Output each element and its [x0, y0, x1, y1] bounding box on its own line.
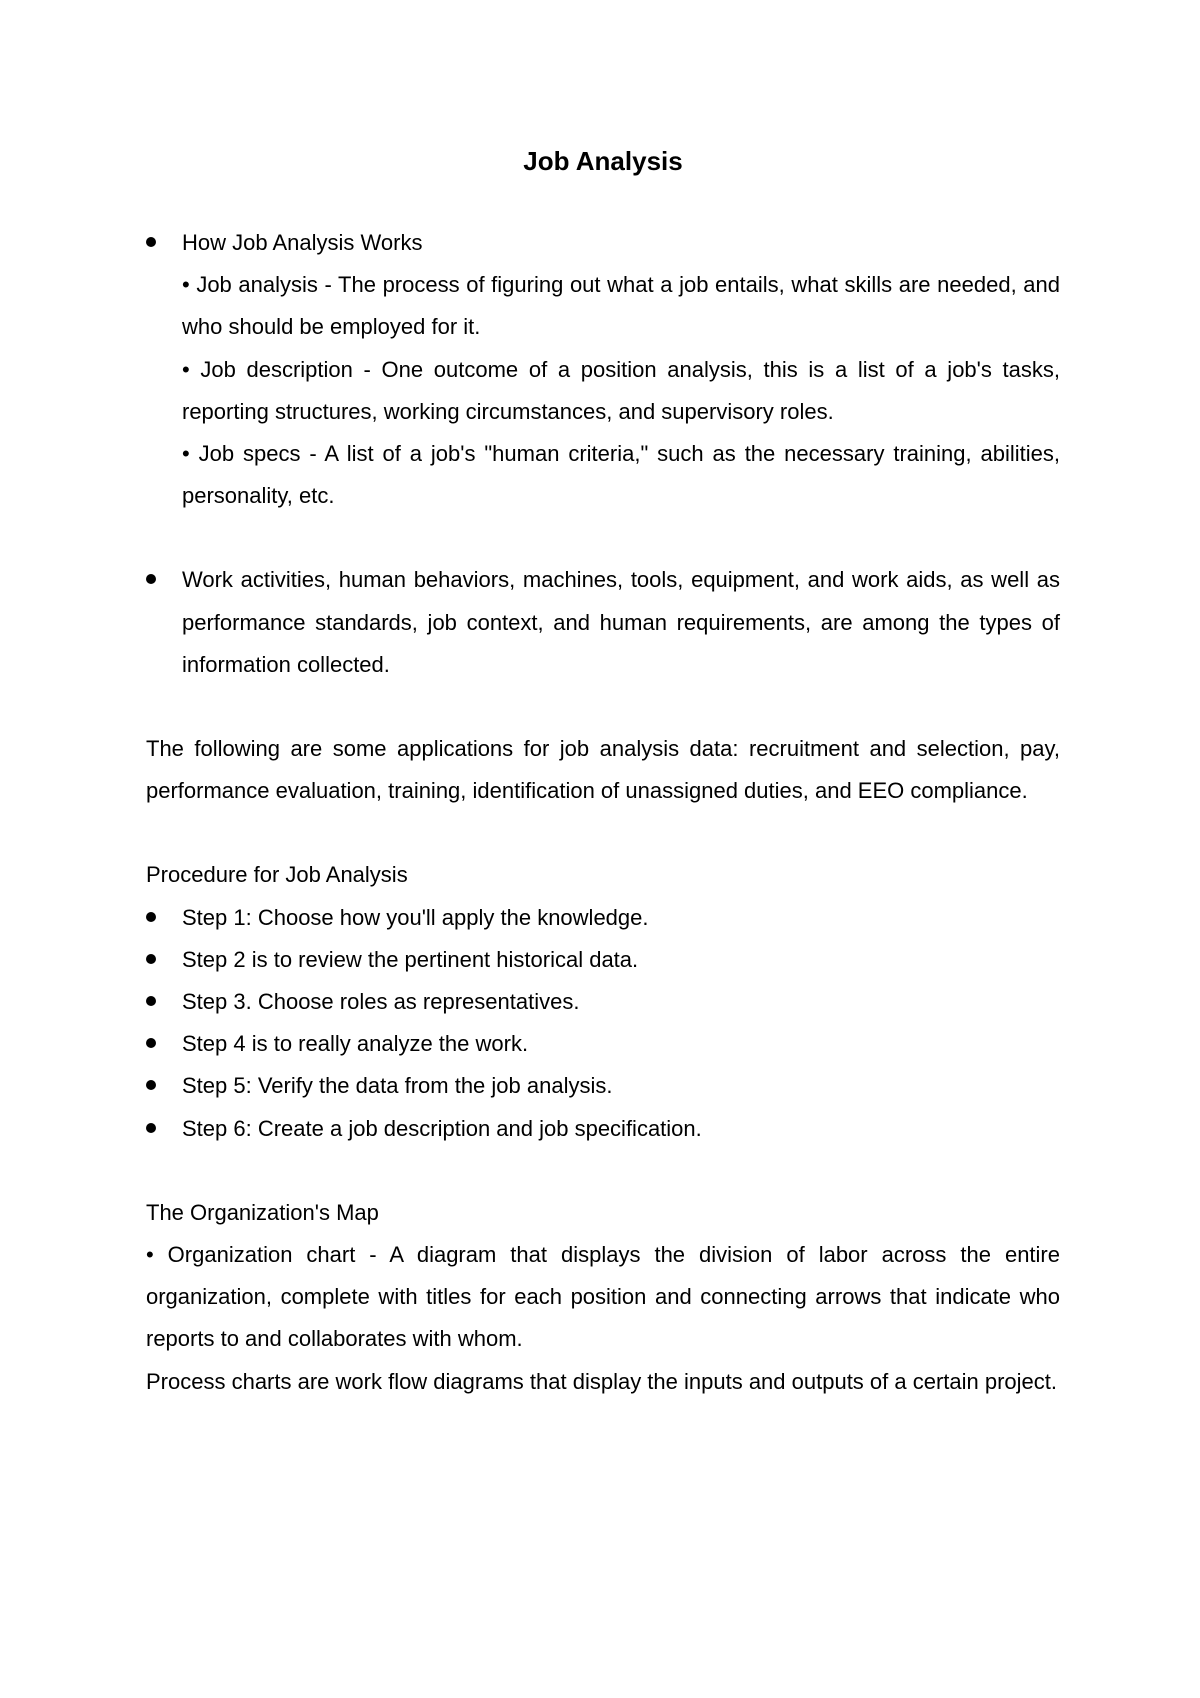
document-title: Job Analysis — [523, 146, 683, 176]
procedure-steps-list — [146, 897, 1060, 1150]
org-map-heading: The Organization's Map — [146, 1199, 379, 1225]
sub-item-job-specs: • Job specs - A list of a job's "human criteria," such as the necessary training, abilities, personality, etc. — [182, 441, 1060, 509]
list-item: Work activities, human behaviors, machines, tools, equipment, and work aids, as well as performance standards, job context, and human requirements, are among the types of information collected. — [146, 559, 1060, 686]
sub-item-job-analysis: • Job analysis - The process of figuring out what a job entails, what skills are needed, and who should be employed for it. — [182, 272, 1060, 340]
list-item: Step 1: Choose how you'll apply the knowledge. — [146, 897, 1060, 939]
process-charts-paragraph: Process charts are work flow diagrams that display the inputs and outputs of a certain project. — [146, 1368, 1058, 1394]
sub-item-job-description: • Job description - One outcome of a position analysis, this is a list of a job's tasks, reporting structures, working circumstances, and supervisory roles. — [182, 356, 1060, 424]
spacer — [146, 812, 1060, 854]
org-chart-paragraph: • Organization chart - A diagram that displays the division of labor across the entire organization, complete with titles for each position and connecting arrows that indicate who reports to and collaborates with whom. — [146, 1242, 1060, 1352]
procedure-heading: Procedure for Job Analysis — [146, 862, 408, 888]
list-item: Step 6: Create a job description and job specification. — [146, 1108, 1060, 1150]
list-item: Step 2 is to review the pertinent historical data. — [146, 939, 1060, 981]
bullet-heading: How Job Analysis Works — [182, 230, 423, 255]
bullet-list-info-types — [146, 559, 1060, 686]
spacer — [146, 686, 1060, 728]
list-item: Step 3. Choose roles as representatives. — [146, 981, 1060, 1023]
spacer — [146, 517, 1060, 559]
list-item — [146, 222, 1060, 517]
list-item: Step 5: Verify the data from the job analysis. — [146, 1065, 1060, 1107]
list-item: Step 4 is to really analyze the work. — [146, 1023, 1060, 1065]
spacer — [146, 1150, 1060, 1192]
document-body — [146, 140, 1060, 1403]
bullet-list-how-it-works — [146, 222, 1060, 517]
applications-paragraph: The following are some applications for job analysis data: recruitment and selection, pay, performance evaluation, training, identification of unassigned duties, and EEO compliance. — [146, 736, 1060, 804]
